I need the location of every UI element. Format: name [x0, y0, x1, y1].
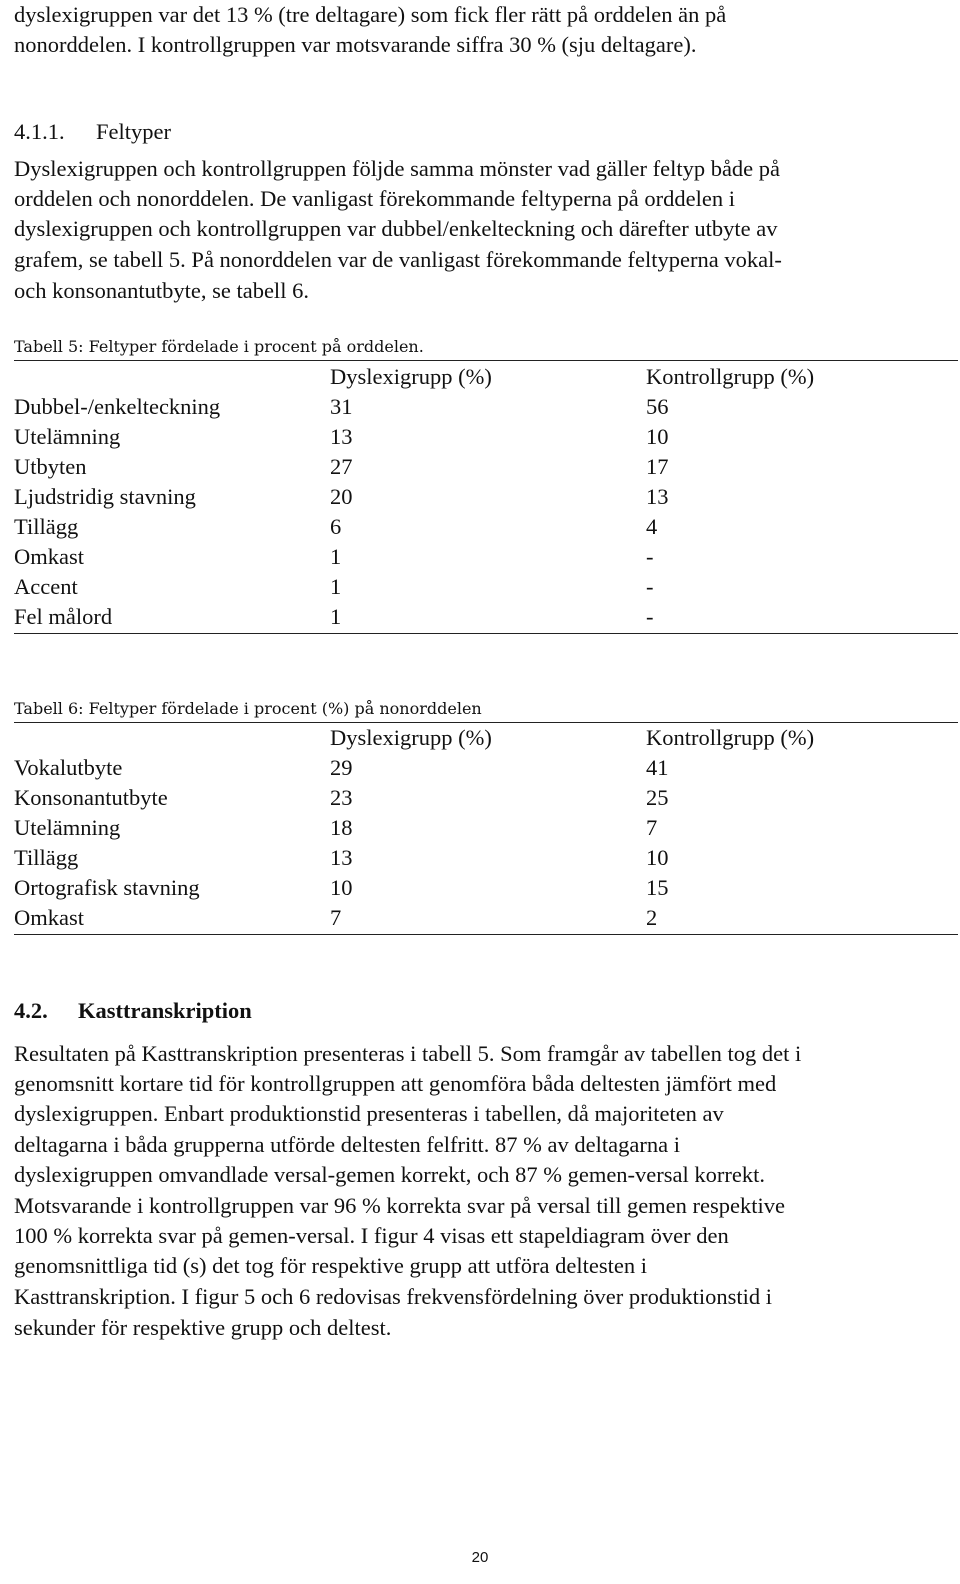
section-42-line-4: deltagarna i båda grupperna utförde deltesten felfritt. 87 % av deltagarna i	[14, 1132, 680, 1157]
dyslexi-value: 31	[330, 394, 353, 419]
table-row	[14, 422, 958, 452]
dyslexi-value: 1	[330, 574, 342, 599]
table5-header-dyslexi: Dyslexigrupp (%)	[330, 364, 492, 389]
kontroll-value: 10	[646, 845, 669, 870]
section-42-line-10: sekunder för respektive grupp och deltest.	[14, 1315, 392, 1340]
section-42-line-9: Kasttranskription. I figur 5 och 6 redovisas frekvensfördelning över produktionstid i	[14, 1284, 772, 1309]
kontroll-value: 41	[646, 755, 669, 780]
section-42-title: Kasttranskription	[78, 998, 252, 1023]
kontroll-value: -	[646, 574, 654, 599]
table6-header-kontroll: Kontrollgrupp (%)	[646, 725, 815, 750]
table-row	[14, 602, 958, 632]
table-row	[14, 542, 958, 572]
dyslexi-value: 13	[330, 424, 353, 449]
table6-header-dyslexi: Dyslexigrupp (%)	[330, 725, 492, 750]
table-row	[14, 813, 958, 843]
table5-bottom-rule	[14, 633, 958, 634]
section-42-number: 4.2.	[14, 998, 48, 1023]
table-row	[14, 392, 958, 422]
table-row	[14, 873, 958, 903]
dyslexi-value: 13	[330, 845, 353, 870]
kontroll-value: 4	[646, 514, 658, 539]
dyslexi-value: 27	[330, 454, 353, 479]
table-row	[14, 903, 958, 933]
section-42-line-3: dyslexigruppen. Enbart produktionstid presenteras i tabellen, då majoriteten av	[14, 1101, 724, 1126]
row-label: Omkast	[14, 905, 84, 930]
table6-caption: Tabell 6: Feltyper fördelade i procent (%) på nonorddelen	[14, 699, 482, 718]
row-label: Vokalutbyte	[14, 755, 123, 780]
section-411-line-4: grafem, se tabell 5. På nonorddelen var de vanligast förekommande feltyperna vokal-	[14, 247, 782, 272]
dyslexi-value: 23	[330, 785, 353, 810]
table-row	[14, 783, 958, 813]
section-411-line-1: Dyslexigruppen och kontrollgruppen följde samma mönster vad gäller feltyp både på	[14, 156, 781, 181]
row-label: Dubbel-/enkelteckning	[14, 394, 221, 419]
dyslexi-value: 1	[330, 604, 342, 629]
dyslexi-value: 1	[330, 544, 342, 569]
row-label: Utelämning	[14, 424, 121, 449]
intro-line-2: nonorddelen. I kontrollgruppen var motsvarande siffra 30 % (sju deltagare).	[14, 32, 697, 57]
page-number: 20	[471, 1549, 489, 1566]
table-row	[14, 452, 958, 482]
dyslexi-value: 10	[330, 875, 353, 900]
kontroll-value: 13	[646, 484, 669, 509]
dyslexi-value: 18	[330, 815, 353, 840]
section-411-heading	[14, 117, 171, 147]
row-label: Utbyten	[14, 454, 87, 479]
section-42-line-7: 100 % korrekta svar på gemen-versal. I figur 4 visas ett stapeldiagram över den	[14, 1223, 729, 1248]
table-row	[14, 512, 958, 542]
table-row	[14, 572, 958, 602]
row-label: Utelämning	[14, 815, 121, 840]
section-411-title: Feltyper	[96, 119, 171, 144]
section-42-line-8: genomsnittliga tid (s) det tog för respektive grupp att utföra deltesten i	[14, 1253, 647, 1278]
row-label: Fel målord	[14, 604, 113, 629]
kontroll-value: 2	[646, 905, 658, 930]
dyslexi-value: 20	[330, 484, 353, 509]
table6-bottom-rule	[14, 934, 958, 935]
table5-top-rule	[14, 360, 958, 361]
table5-header-kontroll: Kontrollgrupp (%)	[646, 364, 815, 389]
kontroll-value: 10	[646, 424, 669, 449]
section-411-line-5: och konsonantutbyte, se tabell 6.	[14, 278, 309, 303]
dyslexi-value: 29	[330, 755, 353, 780]
section-411-line-2: orddelen och nonorddelen. De vanligast förekommande feltyperna på orddelen i	[14, 186, 735, 211]
kontroll-value: -	[646, 604, 654, 629]
kontroll-value: -	[646, 544, 654, 569]
section-411-number: 4.1.1.	[14, 119, 65, 144]
dyslexi-value: 6	[330, 514, 342, 539]
table6-header-row	[14, 723, 958, 753]
section-411-line-3: dyslexigruppen och kontrollgruppen var dubbel/enkelteckning och därefter utbyte av	[14, 216, 778, 241]
row-label: Ortografisk stavning	[14, 875, 200, 900]
table-row	[14, 482, 958, 512]
section-42-line-6: Motsvarande i kontrollgruppen var 96 % korrekta svar på versal till gemen respektive	[14, 1193, 786, 1218]
section-42-line-5: dyslexigruppen omvandlade versal-gemen korrekt, och 87 % gemen-versal korrekt.	[14, 1162, 765, 1187]
row-label: Omkast	[14, 544, 84, 569]
kontroll-value: 56	[646, 394, 669, 419]
kontroll-value: 15	[646, 875, 669, 900]
kontroll-value: 7	[646, 815, 658, 840]
table5-header-row	[14, 362, 958, 392]
table-row	[14, 843, 958, 873]
row-label: Konsonantutbyte	[14, 785, 168, 810]
row-label: Accent	[14, 574, 78, 599]
row-label: Ljudstridig stavning	[14, 484, 196, 509]
table-row	[14, 753, 958, 783]
row-label: Tillägg	[14, 514, 79, 539]
dyslexi-value: 7	[330, 905, 342, 930]
intro-line-1: dyslexigruppen var det 13 % (tre deltagare) som fick fler rätt på orddelen än på	[14, 2, 727, 27]
table5-caption: Tabell 5: Feltyper fördelade i procent på orddelen.	[14, 337, 424, 356]
section-42-line-2: genomsnitt kortare tid för kontrollgruppen att genomföra båda deltesten jämfört med	[14, 1071, 777, 1096]
row-label: Tillägg	[14, 845, 79, 870]
section-42-line-1: Resultaten på Kasttranskription presenteras i tabell 5. Som framgår av tabellen tog det i	[14, 1041, 802, 1066]
kontroll-value: 17	[646, 454, 669, 479]
kontroll-value: 25	[646, 785, 669, 810]
